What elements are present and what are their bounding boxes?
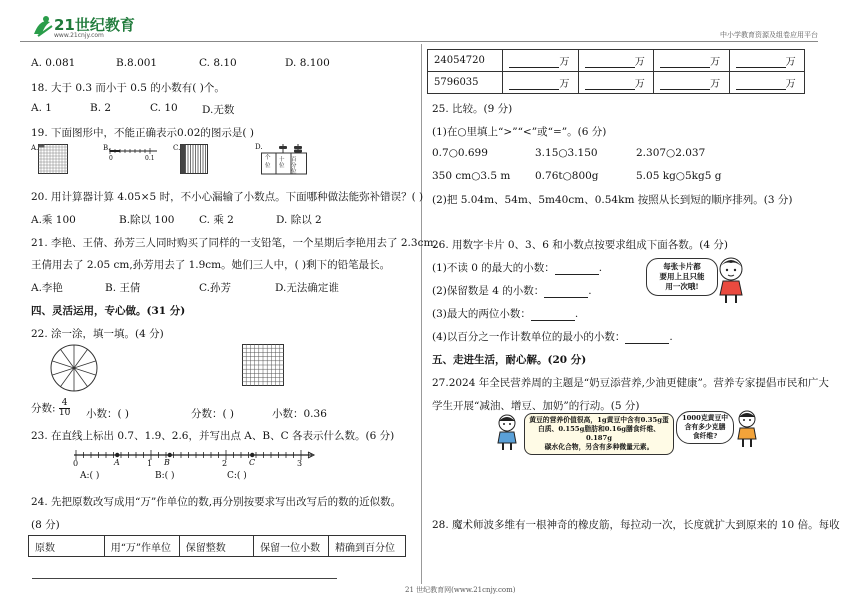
table-cell-number: 5796035 [428, 72, 503, 94]
logo-text: 21世纪教育 [54, 16, 135, 34]
table-cell-answer: 万 [654, 50, 729, 72]
q23-point-a: A [114, 458, 120, 467]
q18-text: 18. 大于 0.3 而小于 0.5 的小数有( )个。 [31, 82, 225, 94]
q24-header-wan-unit: 用“万”作单位 [104, 536, 179, 557]
q18-option-c: C. 10 [150, 102, 178, 114]
q19-figure-d: D. 个 位 十 位 百 分 位 [255, 143, 305, 175]
q24-header-hundredths: 精确到百分位 [329, 536, 406, 557]
q27-question-bubble: 1000克黄豆中 含有多少克膳 食纤维? [676, 411, 734, 444]
table-cell-answer: 万 [729, 50, 804, 72]
q22-fraction-numerator: 4 [59, 399, 70, 409]
q23-number-line [70, 449, 316, 463]
q21-option-c: C.孙芳 [199, 282, 231, 294]
q22-fraction-denominator: 10 [58, 408, 71, 418]
q19-figure-a: A. [31, 144, 71, 174]
q24-text-line2: (8 分) [31, 519, 60, 531]
girl-illustration [714, 255, 748, 305]
q24-table-header [28, 535, 406, 557]
q24-header-integer: 保留整数 [179, 536, 253, 557]
boy-illustration-left [492, 413, 522, 451]
q21-text-line1: 21. 李艳、王倩、孙芳三人同时购买了同样的一支铅笔，一个星期后李艳用去了 2.3cm, [31, 237, 437, 249]
q23-tick-3: 3 [297, 459, 303, 468]
q27-text-line2: 学生开展“减油、增豆、加奶”的行动。(5 分) [432, 400, 640, 412]
q23-answer-b: B:( ) [155, 471, 175, 481]
q20-option-b: B.除以 100 [119, 214, 175, 226]
table-cell-answer: 万 [729, 72, 804, 94]
q22-fraction-2: 分数：( ) [191, 408, 235, 420]
footer-rule [32, 578, 337, 579]
q17-option-b: B.8.001 [116, 57, 158, 69]
boy-illustration-right [732, 409, 762, 449]
site-logo [30, 12, 140, 42]
q18-option-a: A. 1 [31, 102, 52, 114]
q22-text: 22. 涂一涂，填一填。(4 分) [31, 328, 164, 340]
table-row [428, 72, 805, 94]
platform-label: 中小学教育资源及组卷应用平台 [720, 31, 818, 39]
q23-point-b: B [164, 458, 170, 467]
table-cell-number: 24054720 [428, 50, 503, 72]
q21-option-d: D.无法确定谁 [275, 282, 339, 294]
q17-option-d: D. 8.100 [285, 57, 330, 69]
q26-item-3: (3)最大的两位小数： . [432, 308, 579, 320]
q23-answer-a: A:( ) [80, 471, 100, 481]
table-cell-answer: 万 [578, 72, 653, 94]
q22-decimal-1: 小数：( ) [86, 408, 130, 420]
q23-answer-c: C:( ) [227, 471, 247, 481]
q20-option-c: C. 乘 2 [199, 214, 234, 226]
q25-compare-1: 0.7○0.699 [432, 147, 488, 159]
q27-text-line1: 27.2024 年全民营养周的主题是“奶豆添营养,少油更健康”。营养专家提倡市民和广大 [432, 377, 829, 389]
q26-text: 26. 用数字卡片 0、3、6 和小数点按要求组成下面各数。(4 分) [432, 239, 728, 251]
q22-fraction [31, 399, 70, 418]
q26-item-2: (2)保留数是 4 的小数： . [432, 285, 592, 297]
header-rule [20, 41, 818, 42]
q22-grid-figure [242, 344, 284, 386]
q27-info-bubble: 黄豆的营养价值很高，1g黄豆中含有0.35g蛋 白质、0.155g脂肪和0.16g膳食纤维、0.187g 碳水化合物，另含有多种微量元素。 [524, 413, 674, 455]
q19-text: 19. 下面图形中，不能正确表示0.02的图示是( ) [31, 127, 254, 139]
q19-figure-b: B. 0 0.1 [103, 144, 155, 162]
q25-text: 25. 比较。(9 分) [432, 103, 513, 115]
q20-text: 20. 用计算器计算 4.05×5 时，不小心漏输了小数点。下面哪种做法能弥补错误？( ) [31, 191, 424, 203]
q22-fraction-label: 分数: [31, 402, 56, 415]
q23-tick-2: 2 [222, 459, 228, 468]
q23-tick-0: 0 [73, 459, 79, 468]
q23-text: 23. 在直线上标出 0.7、1.9、2.6，并写出点 A、B、C 各表示什么数。(6 分) [31, 430, 395, 442]
q26-item-4: (4)以百分之一作计数单位的最小的小数： . [432, 331, 673, 343]
q23-tick-1: 1 [147, 459, 153, 468]
q26-item-1: (1)不读 0 的最大的小数： . [432, 262, 603, 274]
column-divider [421, 44, 422, 584]
q25-compare-3: 2.307○2.037 [636, 147, 706, 159]
logo-url: www.21cnjy.com [54, 32, 104, 39]
q18-option-b: B. 2 [90, 102, 112, 114]
q28-text: 28. 魔术师波多维有一根神奇的橡皮筋，每拉动一次，长度就扩大到原来的 10 倍。每收 [432, 519, 840, 531]
table-cell-answer: 万 [654, 72, 729, 94]
q23-point-c: C [249, 458, 256, 467]
q20-option-a: A.乘 100 [31, 214, 76, 226]
table-cell-answer: 万 [503, 72, 578, 94]
q26-speech-bubble: 每张卡片都 要用上且只能 用一次哦! [646, 258, 718, 296]
section-4-heading: 四、灵活运用，专心做。(31 分) [31, 305, 186, 317]
table-cell-answer: 万 [578, 50, 653, 72]
q25-compare-6: 5.05 kg○5kg5 g [636, 170, 722, 182]
q25-compare-2: 3.15○3.150 [535, 147, 598, 159]
q23-point-dot [250, 453, 254, 457]
q25-part1: (1)在○里填上“>”“<”或“=”。(6 分) [432, 126, 607, 138]
q24-header-one-decimal: 保留一位小数 [254, 536, 329, 557]
section-5-heading: 五、走进生活，耐心解。(20 分) [432, 354, 587, 366]
table-row [428, 50, 805, 72]
table-cell-answer: 万 [503, 50, 578, 72]
q21-text-line2: 王倩用去了 2.05 cm,孙芳用去了 1.9cm。她们三人中，( )剩下的铅笔最长。 [31, 259, 391, 271]
q22-decimal-2: 小数：0.36 [272, 408, 327, 420]
q21-option-b: B. 王倩 [105, 282, 141, 294]
q19-figure-c: C. [173, 144, 213, 174]
q17-option-a: A. 0.081 [31, 57, 76, 69]
q25-part2: (2)把 5.04m、54m、5m40cm、0.54km 按照从长到短的顺序排列。(3 分) [432, 194, 793, 206]
q22-circle-figure [49, 343, 99, 393]
q25-compare-4: 350 cm○3.5 m [432, 170, 511, 182]
q24-header-original: 原数 [29, 536, 105, 557]
q23-point-dot [115, 453, 119, 457]
q24-text-line1: 24. 先把原数改写成用“万”作单位的数,再分别按要求写出改写后的数的近似数。 [31, 496, 402, 508]
q23-point-dot [168, 453, 172, 457]
q24-table-body [427, 49, 805, 94]
q18-option-d: D.无数 [202, 104, 235, 116]
q17-option-c: C. 8.10 [199, 57, 237, 69]
q21-option-a: A.李艳 [31, 282, 63, 294]
q25-compare-5: 0.76t○800g [535, 170, 599, 182]
q20-option-d: D. 除以 2 [276, 214, 322, 226]
footer-text: 21 世纪教育网(www.21cnjy.com) [405, 586, 516, 594]
